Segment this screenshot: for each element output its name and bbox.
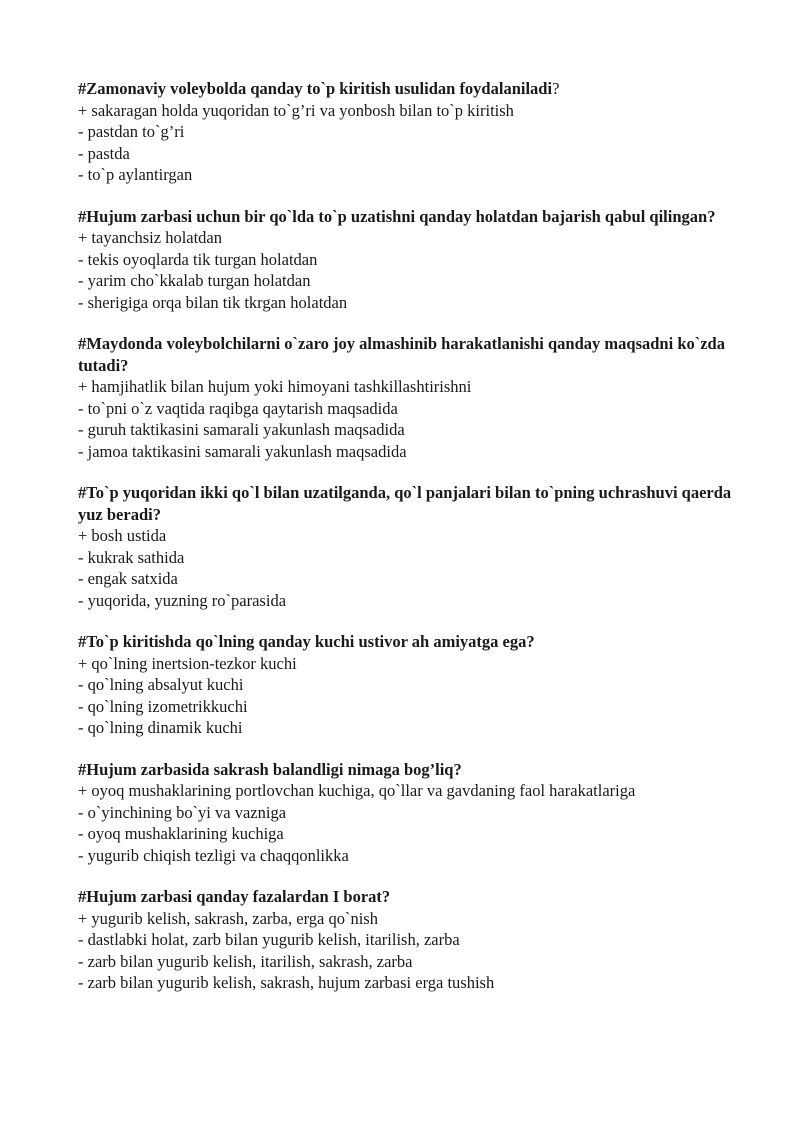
question-block	[78, 78, 758, 186]
answer-option: - zarb bilan yugurib kelish, itarilish, sakrash, zarba	[78, 951, 413, 971]
question-title: #Hujum zarbasi uchun bir qo`lda to`p uzatishni qanday holatdan bajarish qabul qilingan?	[78, 206, 716, 226]
question-block	[78, 886, 758, 994]
answer-option: + bosh ustida	[78, 526, 167, 545]
answer-option: - kukrak sathida	[78, 547, 185, 567]
question-title-tail: ?	[552, 79, 560, 98]
question-block	[78, 482, 758, 611]
answer-option: - dastlabki holat, zarb bilan yugurib kelish, itarilish, zarba	[78, 930, 460, 949]
answer-option: + qo`lning inertsion-tezkor kuchi	[78, 653, 297, 673]
answer-option: - pastda	[78, 143, 130, 163]
answer-option: - oyoq mushaklarining kuchiga	[78, 824, 284, 843]
answer-option: - guruh taktikasini samarali yakunlash maqsadida	[78, 420, 405, 439]
answer-option: + hamjihatlik bilan hujum yoki himoyani tashkillashtirishni	[78, 377, 472, 396]
answer-option: - jamoa taktikasini samarali yakunlash maqsadida	[78, 441, 407, 461]
answer-option: - yuqorida, yuzning ro`parasida	[78, 590, 287, 610]
answer-option: - qo`lning izometrikkuchi	[78, 696, 248, 716]
answer-option: - pastdan to`g’ri	[78, 122, 185, 141]
question-block	[78, 631, 758, 739]
question-title: #Zamonaviy voleybolda qanday to`p kiritish usulidan foydalaniladi?	[78, 79, 560, 98]
answer-option: - to`pni o`z vaqtida raqibga qaytarish maqsadida	[78, 398, 398, 418]
answer-option: - qo`lning absalyut kuchi	[78, 675, 244, 694]
question-block	[78, 759, 758, 867]
question-title: #To`p kiritishda qo`lning qanday kuchi ustivor ah amiyatga ega?	[78, 632, 535, 651]
answer-option: - sherigiga orqa bilan tik tkrgan holatdan	[78, 292, 348, 312]
answer-option: - engak satxida	[78, 569, 178, 588]
question-title: #Hujum zarbasi qanday fazalardan I borat?	[78, 887, 391, 906]
answer-option: - yarim cho`kkalab turgan holatdan	[78, 271, 311, 290]
answer-option: - zarb bilan yugurib kelish, sakrash, hujum zarbasi erga tushish	[78, 973, 495, 992]
answer-option: - o`yinchining bo`yi va vazniga	[78, 802, 287, 822]
question-title: #To`p yuqoridan ikki qo`l bilan uzatilganda, qo`l panjalari bilan to`pning uchrashuvi qaerda yuz beradi?	[78, 483, 732, 524]
question-block	[78, 333, 758, 462]
document-page	[78, 78, 758, 1014]
question-title: #Maydonda voleybolchilarni o`zaro joy almashinib harakatlanishi qanday maqsadni ko`zda tutadi?	[78, 334, 725, 375]
answer-option: - yugurib chiqish tezligi va chaqqonlikka	[78, 845, 349, 865]
question-title: #Hujum zarbasida sakrash balandligi nimaga bog’liq?	[78, 759, 462, 779]
question-block	[78, 206, 758, 314]
answer-option: + tayanchsiz holatdan	[78, 228, 223, 247]
answer-option: + yugurib kelish, sakrash, zarba, erga qo`nish	[78, 908, 378, 928]
answer-option: + oyoq mushaklarining portlovchan kuchiga, qo`llar va gavdaning faol harakatlariga	[78, 781, 636, 800]
answer-option: - tekis oyoqlarda tik turgan holatdan	[78, 249, 318, 269]
answer-option: - qo`lning dinamik kuchi	[78, 718, 243, 737]
answer-option: - to`p aylantirgan	[78, 165, 193, 184]
answer-option: + sakaragan holda yuqoridan to`g’ri va yonbosh bilan to`p kiritish	[78, 100, 514, 120]
